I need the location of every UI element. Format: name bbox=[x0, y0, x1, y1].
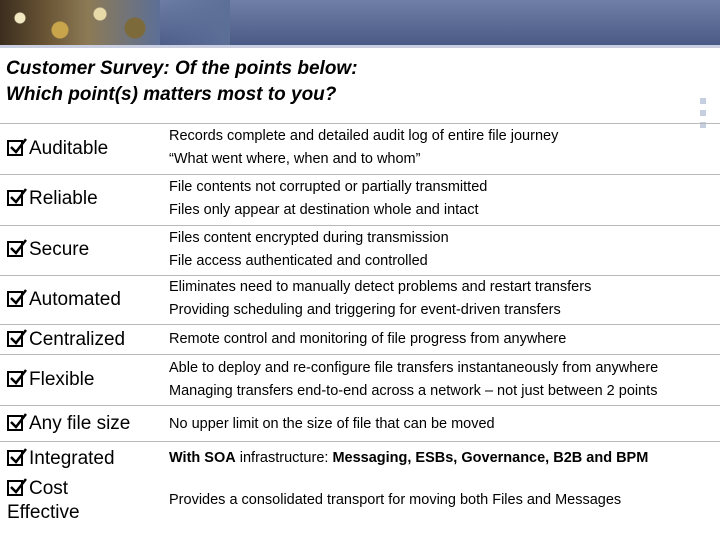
header-banner bbox=[0, 0, 720, 45]
list-item bbox=[0, 123, 720, 175]
term-label: Flexible bbox=[29, 369, 95, 390]
term-label: Integrated bbox=[29, 448, 115, 469]
list-item bbox=[0, 275, 720, 325]
term-label-line-2: Effective bbox=[7, 502, 80, 523]
checkbox-checked-icon bbox=[7, 291, 23, 307]
description: Remote control and monitoring of file progress from anywhere bbox=[169, 331, 567, 347]
checkbox-checked-icon bbox=[7, 140, 23, 156]
title-line-1: Customer Survey: Of the points below: bbox=[6, 58, 358, 79]
term-label: Cost bbox=[29, 478, 69, 499]
banner-image bbox=[0, 0, 160, 45]
description: File contents not corrupted or partially transmitted Files only appear at destination whole and intact bbox=[169, 179, 488, 218]
description: Able to deploy and re-configure file transfers instantaneously from anywhere Managing transfers end-to-end across a network – not just between 2 points bbox=[169, 360, 659, 399]
list-item bbox=[0, 324, 720, 355]
checkbox-checked-icon bbox=[7, 190, 23, 206]
checkbox-checked-icon bbox=[7, 241, 23, 257]
term-label: Secure bbox=[29, 239, 90, 260]
checkbox-checked-icon bbox=[7, 371, 23, 387]
description: With SOA infrastructure: Messaging, ESBs, Governance, B2B and BPM bbox=[169, 450, 649, 466]
description: Provides a consolidated transport for moving both Files and Messages bbox=[169, 492, 622, 508]
term-label: Reliable bbox=[29, 188, 98, 209]
list-item bbox=[0, 441, 720, 476]
list-item bbox=[0, 354, 720, 406]
term-label: Centralized bbox=[29, 329, 126, 350]
list-item bbox=[0, 405, 720, 442]
list-item bbox=[0, 475, 720, 535]
title-line-2: Which point(s) matters most to you? bbox=[6, 84, 337, 105]
description: No upper limit on the size of file that can be moved bbox=[169, 416, 495, 432]
description: Files content encrypted during transmission File access authenticated and controlled bbox=[169, 230, 449, 269]
checkbox-checked-icon bbox=[7, 415, 23, 431]
description: Records complete and detailed audit log of entire file journey “What went where, when and to whom” bbox=[169, 128, 559, 167]
checkbox-checked-icon bbox=[7, 450, 23, 466]
term-label: Automated bbox=[29, 289, 121, 310]
banner-divider bbox=[0, 45, 720, 48]
term-label: Auditable bbox=[29, 138, 109, 159]
description: Eliminates need to manually detect problems and restart transfers Providing scheduling and triggering for event-driven transfers bbox=[169, 279, 592, 318]
list-item bbox=[0, 225, 720, 276]
term-label: Any file size bbox=[29, 413, 131, 434]
checkbox-checked-icon bbox=[7, 480, 23, 496]
slide-title bbox=[6, 56, 666, 108]
list-item bbox=[0, 174, 720, 226]
checkbox-checked-icon bbox=[7, 331, 23, 347]
